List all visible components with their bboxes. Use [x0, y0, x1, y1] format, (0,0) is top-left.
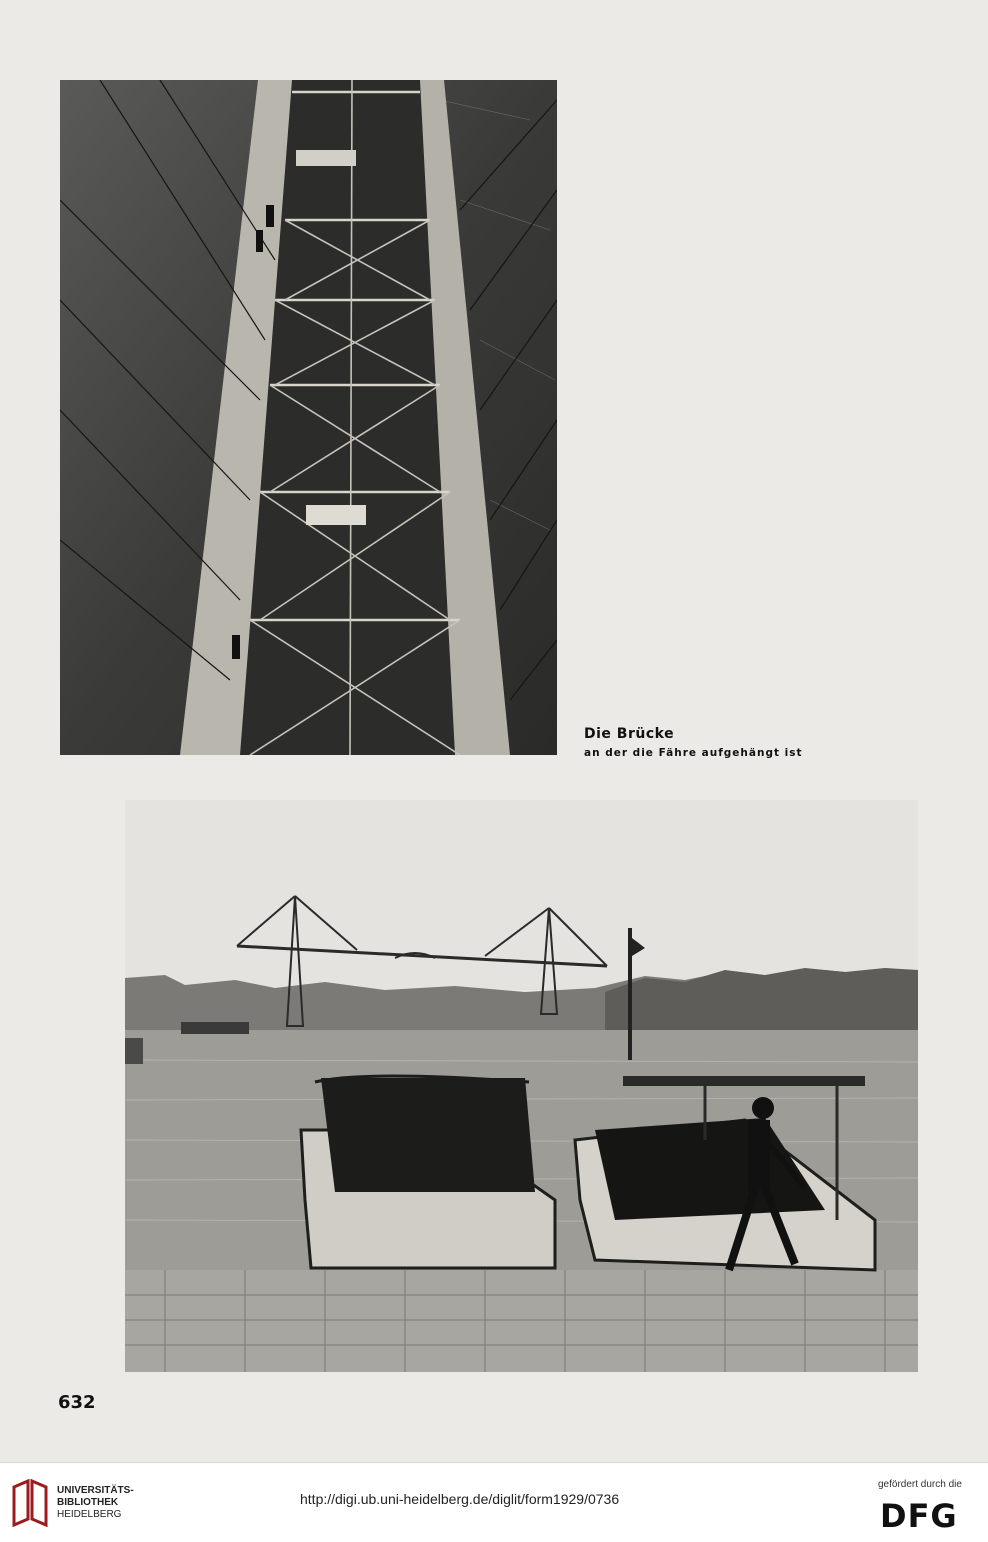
funding-note: gefördert durch die: [878, 1479, 962, 1490]
bridge-photo: [60, 80, 557, 755]
library-name-line1: UNIVERSITÄTS-: [57, 1485, 134, 1496]
footer-bar: [0, 1462, 988, 1542]
document-url-link[interactable]: http://digi.ub.uni-heidelberg.de/diglit/form1929/0736: [300, 1491, 620, 1507]
dfg-logo[interactable]: DFG: [880, 1497, 958, 1535]
page-number: 632: [58, 1392, 96, 1413]
library-name-line2: BIBLIOTHEK: [57, 1497, 119, 1508]
harbor-photo: [125, 800, 918, 1372]
university-library-name[interactable]: [57, 1485, 134, 1521]
caption-title: Die Brücke: [584, 726, 675, 742]
university-library-logo-icon[interactable]: [10, 1479, 50, 1527]
caption-subtitle: an der die Fähre aufgehängt ist: [584, 747, 803, 759]
library-name-line3: HEIDELBERG: [57, 1509, 122, 1520]
